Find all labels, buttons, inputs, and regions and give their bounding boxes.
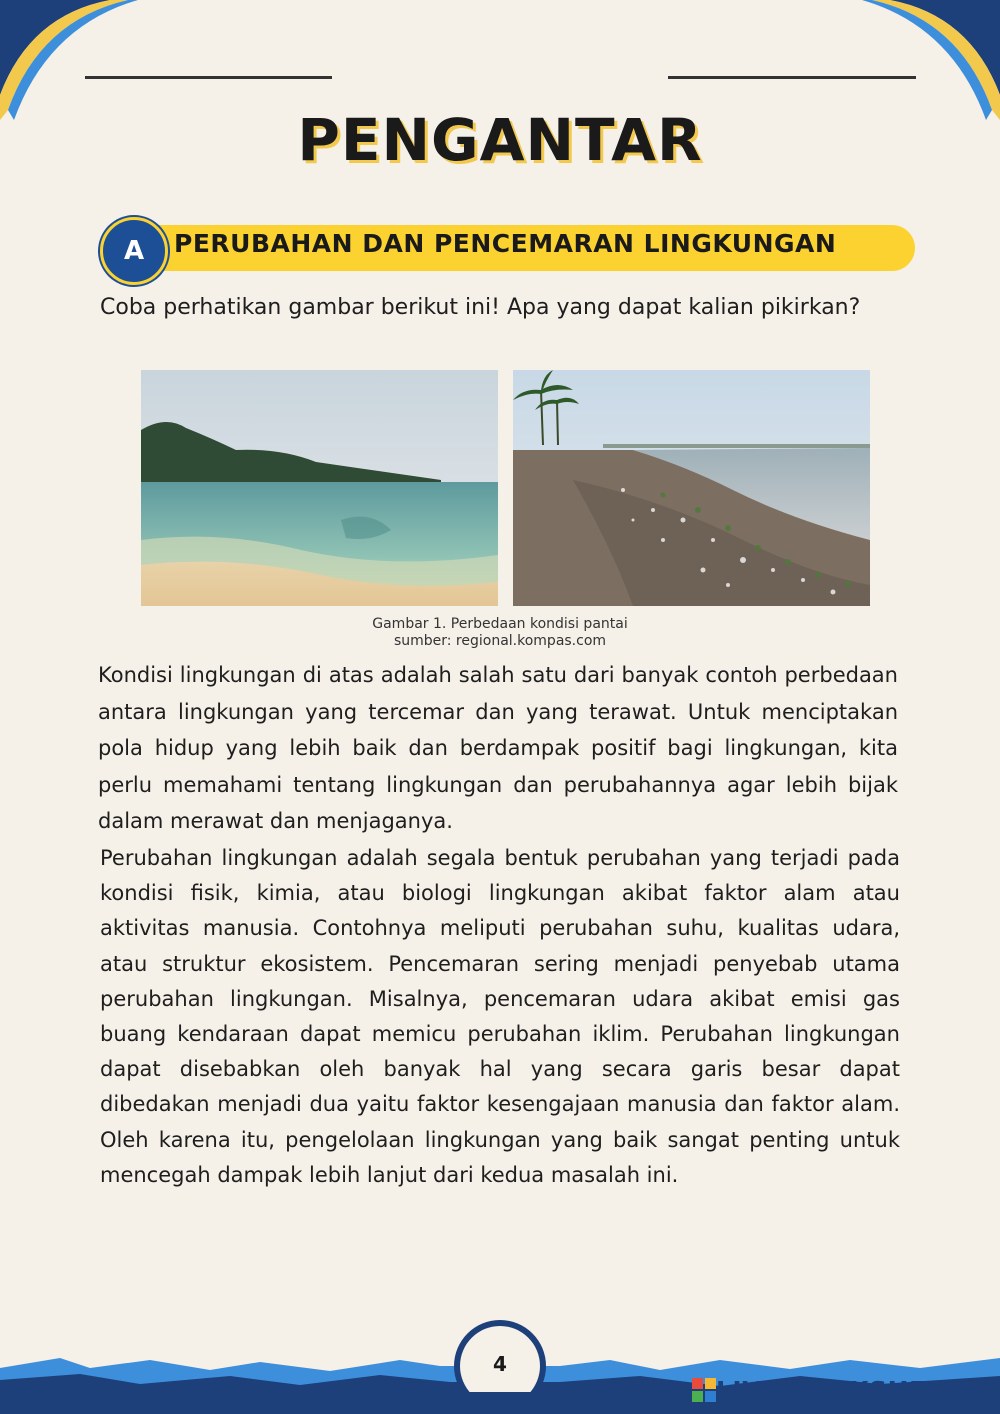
clean-beach-photo <box>141 370 498 606</box>
section-header <box>100 220 915 276</box>
paragraph-2: Perubahan lingkungan adalah segala bentuk perubahan yang terjadi pada kondisi fisik, kimia, atau biologi lingkungan akibat faktor alam atau aktivitas manusia. Contohnya meliputi perubahan suhu, kualitas udara, atau struktur ekosistem. Pencemaran sering menjadi penyebab utama perubahan lingkungan. Misalnya, pencemaran udara akibat emisi gas buang kendaraan dapat memicu perubahan iklim. Perubahan lingkungan dapat disebabkan oleh banyak hal yang secara garis besar dapat dibedakan menjadi dua yaitu faktor kesengajaan manusia dan faktor alam. Oleh karena itu, pengelolaan lingkungan yang baik sangat penting untuk mencegah dampak lebih lanjut dari kedua masalah ini. <box>100 846 900 1187</box>
figure-caption-title: Gambar 1. Perbedaan kondisi pantai <box>372 616 628 632</box>
page-title: PENGANTAR <box>297 106 703 174</box>
polluted-beach-photo <box>513 370 870 606</box>
liveworksheets-logo-icon <box>692 1378 716 1402</box>
section-title: PERUBAHAN DAN PENCEMARAN LINGKUNGAN <box>174 229 837 258</box>
liveworksheets-watermark <box>692 1372 980 1408</box>
figure-caption <box>0 616 1000 650</box>
page-number: 4 <box>493 1352 507 1376</box>
watermark-text: LIVEWORKSHEETS <box>716 1375 981 1405</box>
intro-text: Coba perhatikan gambar berikut ini! Apa yang dapat kalian pikirkan? <box>100 295 861 320</box>
figure-caption-source: sumber: regional.kompas.com <box>393 633 607 649</box>
section-badge: A <box>100 217 168 285</box>
title-rule-left <box>85 76 332 79</box>
paragraph-1: Kondisi lingkungan di atas adalah salah satu dari banyak contoh perbedaan antara lingkungan yang tercemar dan yang terawat. Untuk menciptakan pola hidup yang lebih baik dan berdampak positif bagi lingkungan, kita perlu memahami tentang lingkungan dan perubahannya agar lebih bijak dalam merawat dan menjaganya. <box>98 663 898 833</box>
title-rule-right <box>668 76 916 79</box>
